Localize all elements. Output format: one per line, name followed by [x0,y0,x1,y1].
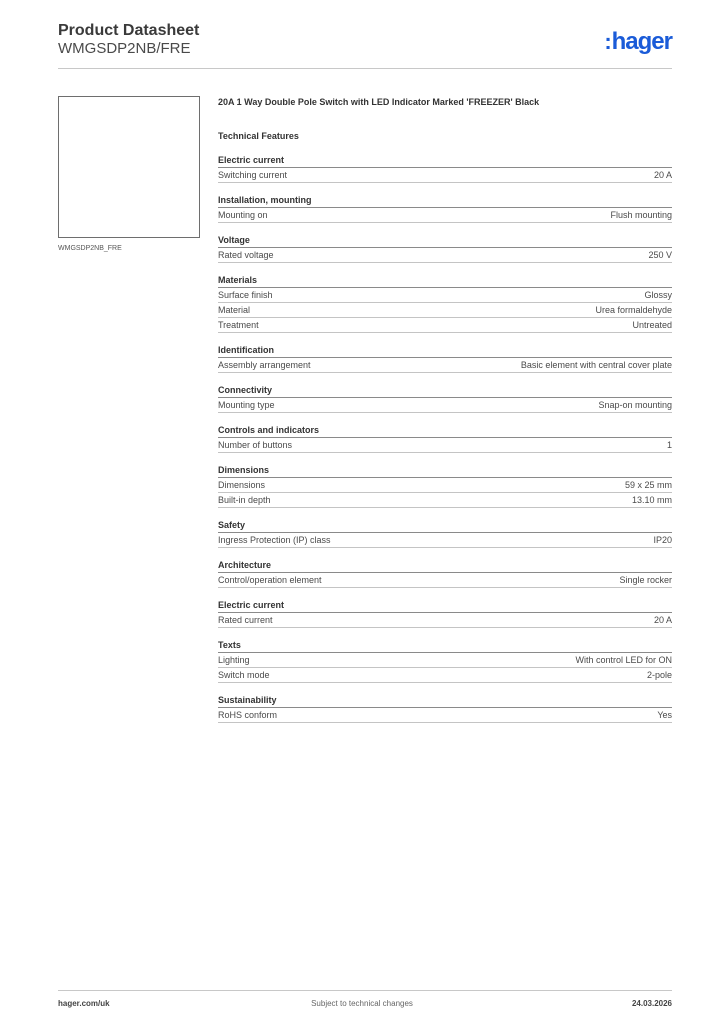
feature-value: 20 A [653,615,672,625]
section-title: Technical Features [218,131,299,141]
feature-group-title: Identification [218,344,672,358]
feature-row [218,668,672,683]
feature-row [218,248,672,263]
feature-value: 250 V [648,250,672,260]
feature-group-title: Electric current [218,599,672,613]
feature-group [218,519,672,548]
feature-group [218,639,672,683]
feature-row [218,208,672,223]
logo-text: hager [611,28,672,55]
feature-value: 1 [666,440,672,450]
feature-value: Single rocker [619,575,672,585]
footer-website[interactable]: hager.com/uk [58,999,110,1008]
feature-label: Mounting type [218,400,275,410]
product-code: WMGSDP2NB/FRE [58,40,191,57]
feature-row [218,438,672,453]
feature-row [218,533,672,548]
feature-label: Surface finish [218,290,273,300]
feature-group-title: Safety [218,519,672,533]
feature-group [218,274,672,333]
feature-group [218,384,672,413]
feature-group-title: Electric current [218,154,672,168]
feature-value: With control LED for ON [575,655,672,665]
feature-group-title: Sustainability [218,694,672,708]
feature-label: RoHS conform [218,710,278,720]
page-title: Product Datasheet [58,22,200,39]
feature-row [218,398,672,413]
feature-group-title: Dimensions [218,464,672,478]
feature-group-title: Connectivity [218,384,672,398]
feature-row [218,318,672,333]
feature-label: Number of buttons [218,440,293,450]
feature-group-title: Texts [218,639,672,653]
datasheet-content [218,96,672,723]
feature-row [218,288,672,303]
footer-date: 24.03.2026 [631,999,672,1008]
feature-row [218,573,672,588]
feature-label: Treatment [218,320,259,330]
feature-group-title: Controls and indicators [218,424,672,438]
feature-group [218,344,672,373]
feature-row [218,613,672,628]
feature-value: Flush mounting [610,210,672,220]
footer-disclaimer: Subject to technical changes [311,999,413,1008]
feature-value: IP20 [653,535,672,545]
product-name: 20A 1 Way Double Pole Switch with LED Indicator Marked 'FREEZER' Black [218,97,540,107]
feature-group-title: Installation, mounting [218,194,672,208]
feature-value: 13.10 mm [631,495,672,505]
feature-value: 20 A [653,170,672,180]
feature-label: Dimensions [218,480,266,490]
feature-label: Mounting on [218,210,268,220]
feature-label: Built-in depth [218,495,271,505]
feature-group-title: Architecture [218,559,672,573]
footer-divider [58,990,672,991]
feature-value: Glossy [644,290,672,300]
brand-logo [604,28,672,56]
feature-row [218,168,672,183]
feature-label: Rated current [218,615,273,625]
feature-group-title: Materials [218,274,672,288]
feature-label: Ingress Protection (IP) class [218,535,331,545]
feature-group [218,194,672,223]
feature-group [218,464,672,508]
feature-value: Basic element with central cover plate [520,360,672,370]
feature-label: Assembly arrangement [218,360,311,370]
feature-label: Lighting [218,655,250,665]
feature-row [218,478,672,493]
feature-label: Switching current [218,170,288,180]
feature-label: Switch mode [218,670,270,680]
feature-group [218,154,672,183]
feature-groups [218,154,672,723]
feature-group [218,559,672,588]
header-divider [58,68,672,69]
feature-value: Urea formaldehyde [595,305,672,315]
feature-group-title: Voltage [218,234,672,248]
feature-label: Control/operation element [218,575,322,585]
logo-dots-icon: : [604,29,611,54]
feature-group [218,234,672,263]
feature-row [218,358,672,373]
feature-value: Untreated [632,320,672,330]
product-image-frame [58,96,200,238]
feature-row [218,653,672,668]
feature-row [218,708,672,723]
feature-label: Material [218,305,251,315]
feature-value: Snap-on mounting [598,400,672,410]
feature-label: Rated voltage [218,250,274,260]
feature-group [218,599,672,628]
feature-row [218,493,672,508]
feature-value: 59 x 25 mm [624,480,672,490]
feature-row [218,303,672,318]
feature-group [218,424,672,453]
product-image-caption: WMGSDP2NB_FRE [58,245,122,252]
feature-value: 2-pole [646,670,672,680]
feature-value: Yes [657,710,672,720]
feature-group [218,694,672,723]
